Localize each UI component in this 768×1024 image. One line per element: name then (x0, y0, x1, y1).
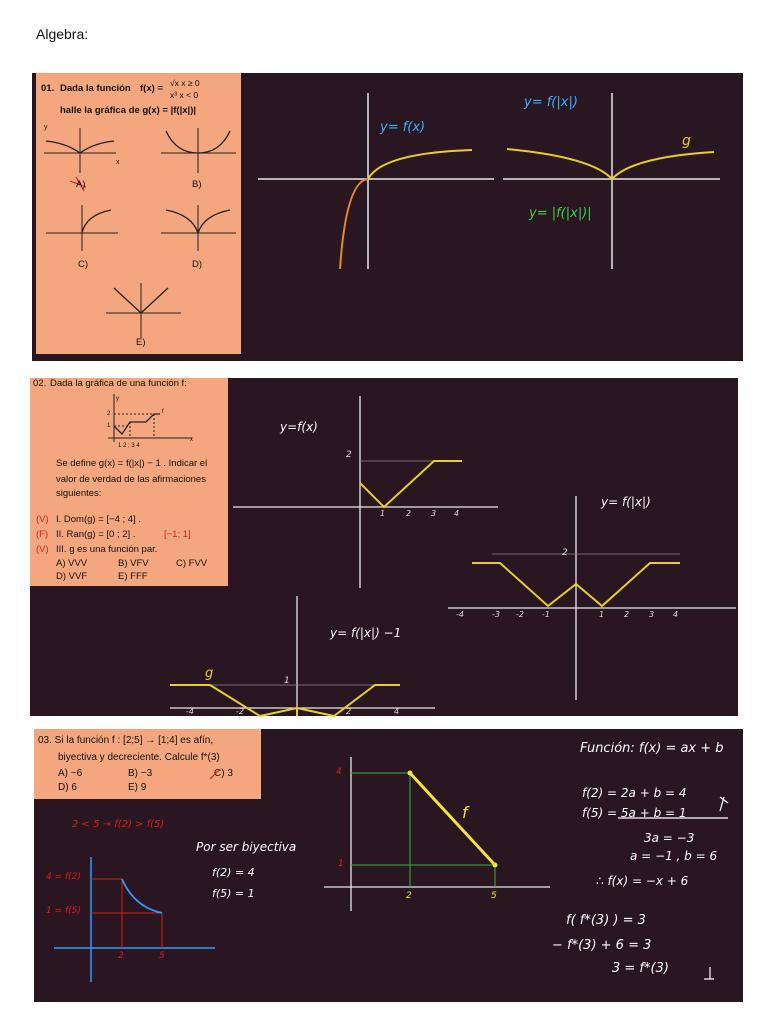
tick-2-abs: 2 (562, 548, 568, 558)
option-d: D) 6 (58, 782, 77, 793)
problem-03-panel (34, 729, 743, 1002)
g-x-tick: -2 (236, 707, 244, 716)
label-g-definition: y= f(|x|) −1 (330, 626, 402, 640)
option-b: B) VFV (118, 558, 149, 569)
axis-x-label: x (116, 159, 120, 166)
statement-2-note: [−1; 1] (164, 529, 191, 540)
problem-text: Dada la gráfica de una función f: (50, 378, 187, 389)
mini-y-tick-1: 1 (107, 423, 111, 429)
problem-02-panel (30, 378, 738, 716)
funcion-definition: Función: f(x) = ax + b (580, 741, 724, 756)
option-e: E) 9 (128, 782, 147, 793)
tick-2: 2 (346, 450, 352, 460)
problem-number: 02. (33, 378, 47, 389)
problem-01-board-drawing (32, 73, 743, 361)
label-y-f-abs-x: y= f(|x|) (524, 95, 578, 110)
abs-x-tick: 2 (624, 610, 630, 619)
graph-x5: 5 (491, 891, 497, 901)
abs-x-tick: 4 (673, 610, 679, 619)
graph-y1: 1 (338, 859, 344, 869)
problem-text: Dada la función (60, 83, 131, 94)
option-c: C) FVV (176, 558, 208, 569)
label-y-f-x: y=f(x) (280, 420, 318, 434)
label-g: g (205, 666, 214, 681)
abs-x-tick: -3 (492, 610, 500, 619)
mini-y-tick-2: 2 (107, 411, 111, 417)
option-b: B) −3 (128, 768, 153, 779)
function-label: f(x) = (140, 83, 163, 94)
g-x-tick: -4 (186, 707, 194, 716)
abs-x-tick: 1 (599, 610, 605, 619)
statement-1-mark: (V) (36, 514, 49, 525)
definition-line-3: siguientes: (56, 488, 102, 499)
option-d: D) (192, 259, 203, 270)
statement-2: II. Ran(g) = [0 ; 2] . (56, 529, 136, 540)
f-x-tick: 3 (431, 509, 437, 518)
f-x-tick: 2 (406, 509, 412, 518)
option-a: A) −6 (58, 768, 83, 779)
problem-line-1: 03. Si la función f : [2;5] → [1;4] es afín, (38, 735, 214, 746)
function-case-2: x³ x < 0 (170, 90, 199, 100)
label-4-f2: 4 = f(2) (46, 872, 81, 882)
page-heading: Algebra: (36, 26, 89, 42)
statement-1: I. Dom(g) = [−4 ; 4] . (56, 514, 142, 525)
option-e: E) FFF (118, 571, 148, 582)
problem-02-board-drawing (30, 378, 738, 716)
option-c: C) (78, 259, 89, 270)
problem-text-2: halle la gráfica de g(x) = |f(|x|)| (60, 105, 197, 116)
small-x2: 2 (118, 951, 124, 961)
option-c: C) 3 (214, 768, 233, 779)
inequality-note: 2 < 5 → f(2) > f(5) (72, 819, 165, 830)
label-g: g (682, 133, 691, 149)
label-y-f-abs-x: y= f(|x|) (601, 495, 651, 509)
problem-line-2: biyectiva y decreciente. Calcule f*(3) (58, 752, 220, 763)
option-d: D) VVF (56, 571, 88, 582)
equation-6: f( f*(3) ) = 3 (566, 913, 646, 928)
graph-y4: 4 (336, 767, 342, 777)
f-x-tick: 4 (454, 509, 460, 518)
equation-8: 3 = f*(3) (612, 961, 669, 976)
abs-x-tick: -4 (456, 610, 464, 619)
abs-x-tick: -2 (516, 610, 524, 619)
definition-line-1: Se define g(x) = f(|x|) − 1 . Indicar el (56, 458, 208, 469)
label-g-definition: y= |f(|x|)| (529, 206, 592, 221)
equation-7: − f*(3) + 6 = 3 (552, 938, 652, 953)
equation-4: a = −1 , b = 6 (630, 849, 718, 863)
por-ser-biyectiva: Por ser biyectiva (196, 840, 297, 854)
equation-2: f(5) = 5a + b = 1 (582, 806, 687, 820)
mini-y-label: y (116, 396, 119, 402)
abs-x-tick: 3 (649, 610, 655, 619)
mini-f-label: f (162, 409, 164, 415)
g-x-tick: 2 (346, 707, 352, 716)
value-f5: f(5) = 1 (212, 887, 255, 900)
axis-y-label: y (44, 124, 48, 131)
statement-3-mark: (V) (36, 544, 49, 555)
label-1-f5: 1 = f(5) (46, 906, 81, 916)
value-f2: f(2) = 4 (212, 866, 255, 879)
option-a: A) (76, 179, 86, 190)
option-e: E) (136, 337, 146, 348)
mini-x-ticks: 1 2 ; 3 4 (118, 443, 140, 449)
equation-5: ∴ f(x) = −x + 6 (596, 874, 689, 888)
mini-x-label: x (190, 437, 193, 443)
problem-01-panel (32, 73, 743, 361)
label-y-f-x: y= f(x) (380, 120, 426, 135)
small-x5: 5 (159, 951, 165, 961)
function-case-1: √x x ≥ 0 (170, 78, 200, 88)
abs-x-tick: -1 (542, 610, 550, 619)
g-x-tick: 4 (394, 707, 400, 716)
equation-3: 3a = −3 (644, 831, 695, 845)
graph-f-label: f (462, 803, 468, 822)
f-x-tick: 1 (380, 509, 386, 518)
option-a: A) VVV (56, 558, 88, 569)
statement-2-mark: (F) (36, 529, 49, 540)
option-b: B) (192, 179, 202, 190)
statement-3: III. g es una función par. (56, 544, 158, 555)
graph-x2: 2 (406, 891, 412, 901)
tick-1-g: 1 (284, 676, 290, 686)
definition-line-2: valor de verdad de las afirmaciones (56, 474, 206, 485)
equation-1: f(2) = 2a + b = 4 (582, 786, 687, 800)
problem-number: 01. (41, 83, 55, 94)
